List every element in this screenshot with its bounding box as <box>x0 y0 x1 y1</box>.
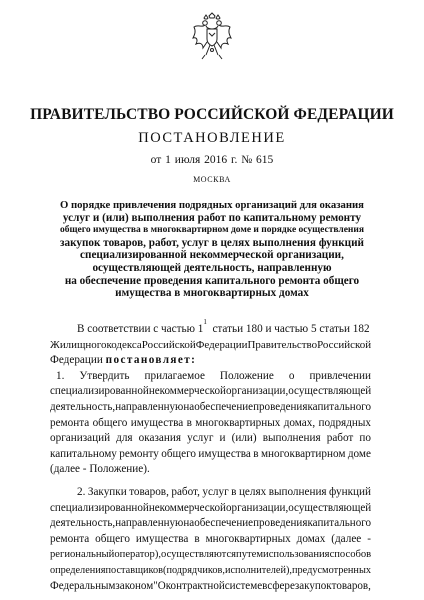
heading-line: специализированной некоммерческой организации, <box>80 249 344 262</box>
word: специализированной <box>50 501 149 514</box>
coat-of-arms-icon <box>191 12 233 62</box>
item1-line <box>50 384 371 400</box>
document-type: ПОСТАНОВЛЕНИЕ <box>138 130 286 146</box>
heading-line: на обеспечение проведения капитального ремонта общего <box>64 274 360 287</box>
government-title: ПРАВИТЕЛЬСТВО РОССИЙСКОЙ ФЕДЕРАЦИИ <box>30 106 394 123</box>
preamble-text: В соответствии с частью 1 <box>77 323 204 335</box>
word: в <box>194 532 200 545</box>
word: обеспечение <box>194 517 254 530</box>
document-date-number: от 1 июля 2016 г. № 615 <box>150 154 274 166</box>
word: функций <box>329 485 371 498</box>
word: проведения <box>253 400 308 413</box>
item2-line <box>50 547 371 563</box>
word: осуществляются <box>161 549 237 561</box>
word: капитальному <box>50 447 117 460</box>
word: направленную <box>115 517 184 530</box>
word: подрядных <box>318 416 371 429</box>
word: законом <box>115 579 154 592</box>
superscript: 1 <box>203 318 207 326</box>
heading-line: общего имущества в многоквартирном доме и порядке осуществления <box>60 225 365 236</box>
resolves-word: постановляет: <box>105 354 197 367</box>
word: выполнения <box>268 485 327 498</box>
word: деятельность, <box>50 400 116 413</box>
word: привлечении <box>309 369 371 382</box>
word: направленную <box>115 400 184 413</box>
word: работ <box>326 432 354 445</box>
word: организации, <box>225 501 289 514</box>
item1-line <box>50 416 371 432</box>
word: оказания <box>138 432 182 445</box>
preamble-text: статьи 180 и частью 5 статьи 182 <box>212 323 370 335</box>
item1-line <box>50 400 371 416</box>
heading-line: осуществляющей деятельность, направленную <box>92 261 332 274</box>
word: Жилищного <box>50 338 107 351</box>
item1-line <box>50 431 371 447</box>
word: имущества <box>135 532 189 545</box>
word: оператор), <box>114 549 162 561</box>
word: услуг <box>187 432 214 445</box>
word: домах <box>296 532 326 545</box>
word: организации, <box>225 385 289 398</box>
word: ремонту <box>119 447 159 460</box>
word: кодекса <box>106 338 142 351</box>
word: по <box>359 432 371 445</box>
word: Закупки <box>87 485 127 498</box>
word: общего <box>95 532 130 545</box>
word: многоквартирных <box>195 416 281 429</box>
word: путем <box>236 549 264 561</box>
word: имущества <box>198 447 251 460</box>
word: обеспечение <box>194 400 254 413</box>
preamble-line <box>50 338 371 354</box>
word: и <box>219 432 226 445</box>
word: проведения <box>253 517 308 530</box>
preamble-line <box>50 318 371 338</box>
word: (далее <box>331 532 362 545</box>
word: о <box>288 369 295 382</box>
word: для <box>116 432 133 445</box>
word: в <box>186 416 192 429</box>
word: способов <box>329 549 372 561</box>
word: работ, <box>171 485 200 498</box>
document-city: МОСКВА <box>193 175 231 184</box>
word: осуществляющей <box>288 385 372 398</box>
word: услуг <box>202 485 229 498</box>
word: - <box>367 532 371 545</box>
word: закупок <box>294 579 332 592</box>
word: осуществляющей <box>288 501 372 514</box>
word: определения <box>50 564 106 576</box>
word: Утвердить <box>79 369 130 382</box>
word: "О <box>153 579 166 592</box>
preamble-text: Федерации <box>50 354 103 367</box>
item2-line <box>50 563 371 579</box>
word: общего <box>161 447 196 460</box>
word: Российской <box>317 338 372 351</box>
item2-line <box>50 579 371 595</box>
heading-line: имущества в многоквартирных домах <box>115 287 309 300</box>
document-body <box>50 318 372 594</box>
word: многоквартирных <box>205 532 291 545</box>
word: некоммерческой <box>148 501 226 514</box>
word: сфере <box>267 579 295 592</box>
word: в <box>231 485 237 498</box>
heading-line: закупок товаров, работ, услуг в целях выполнения функций <box>60 236 364 249</box>
word: имущества <box>130 416 184 429</box>
word: в <box>262 579 268 592</box>
word: Положение <box>219 369 274 382</box>
word: специализированной <box>50 385 149 398</box>
item2-line <box>50 501 371 517</box>
heading-line: О порядке привлечения подрядных организаций для оказания <box>60 199 364 211</box>
word: региональный <box>50 549 115 561</box>
word: деятельность, <box>50 517 116 530</box>
word: многоквартирном <box>260 447 346 460</box>
word: ремонта <box>50 532 90 545</box>
item1-line <box>50 369 371 385</box>
word: капитального <box>307 400 371 413</box>
item2-line <box>50 532 371 548</box>
word: организаций <box>50 432 111 445</box>
word: Федеральным <box>50 579 116 592</box>
word: предусмотренных <box>292 564 372 576</box>
word: (или) <box>231 432 257 445</box>
word: Правительство <box>247 338 318 351</box>
word: 2. <box>77 485 86 498</box>
item2-line <box>50 485 371 501</box>
word: поставщиков <box>105 564 164 576</box>
word: товаров, <box>331 579 371 592</box>
preamble-line <box>50 353 371 369</box>
word: Федерации <box>195 338 248 351</box>
item1-line <box>50 462 371 478</box>
word: системе <box>224 579 263 592</box>
word: товаров, <box>129 485 169 498</box>
word: контрактной <box>165 579 225 592</box>
item2-line <box>50 516 371 532</box>
word: доме <box>347 447 371 460</box>
heading-line: услуг и (или) выполнения работ по капитальному ремонту <box>62 211 362 224</box>
word: использования <box>263 549 330 561</box>
document-heading <box>60 199 364 300</box>
word: прилагаемое <box>144 369 205 382</box>
item1-line <box>50 447 371 463</box>
word: 1. <box>56 369 65 382</box>
word: некоммерческой <box>148 385 226 398</box>
item1-text: (далее - Положение). <box>50 463 150 476</box>
word: (подрядчиков, <box>163 564 225 576</box>
word: исполнителей), <box>224 564 292 576</box>
word: ремонта <box>50 416 90 429</box>
word: домах, <box>283 416 316 429</box>
word: на <box>183 517 195 530</box>
word: капитального <box>307 517 371 530</box>
word: в <box>253 447 259 460</box>
word: выполнения <box>262 432 321 445</box>
word: целях <box>238 485 267 498</box>
word: на <box>183 400 195 413</box>
word: общего <box>92 416 128 429</box>
word: Российской <box>141 338 196 351</box>
